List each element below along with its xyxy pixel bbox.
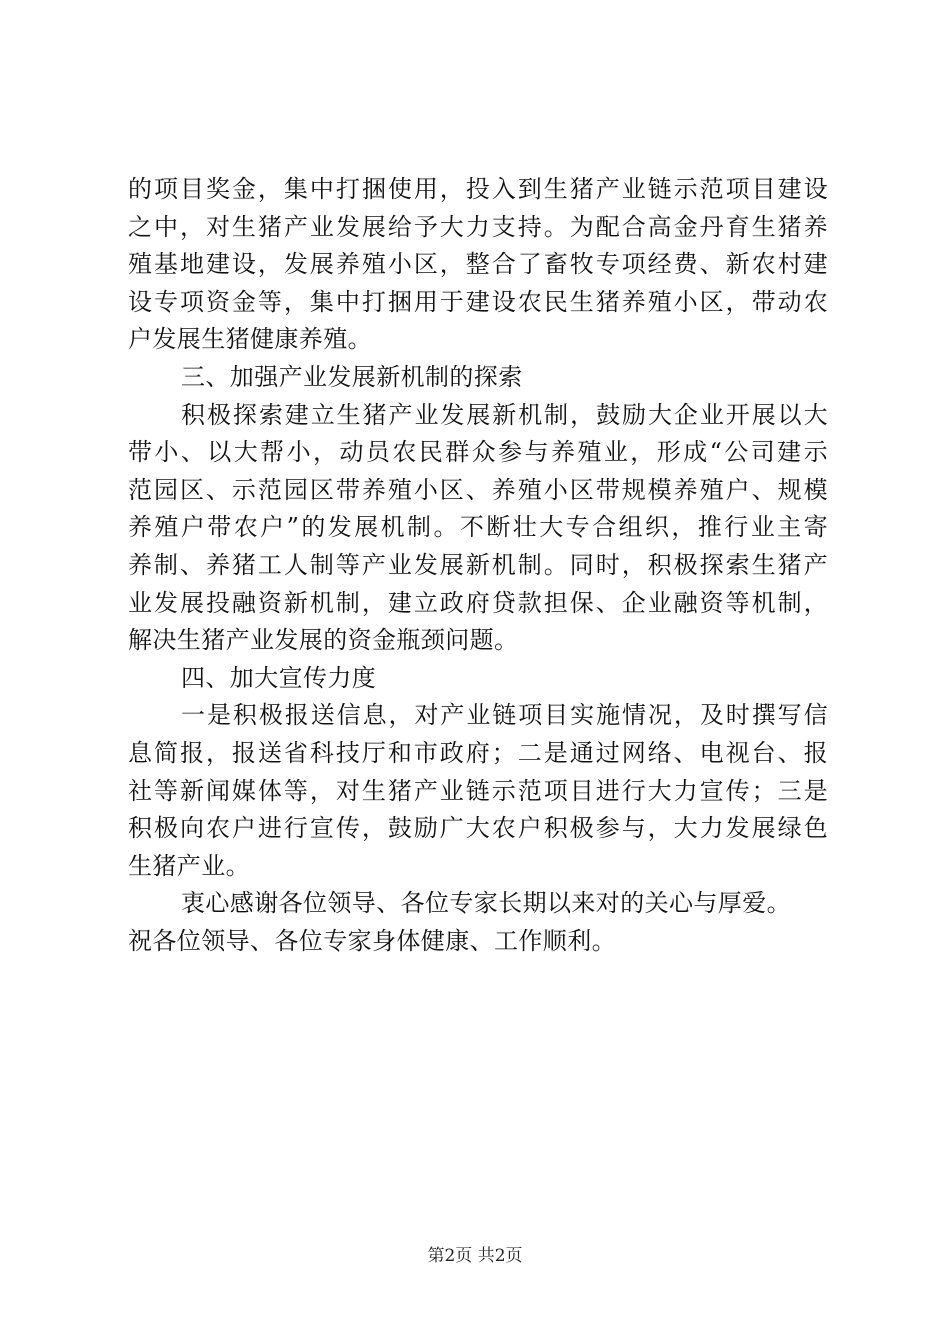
paragraph-line: 一是积极报送信息，对产业链项目实施情况，及时撰写信 xyxy=(181,701,828,730)
paragraph-line: 设专项资金等，集中打捆用于建设农民生猪养殖小区，带动农 xyxy=(128,287,828,316)
paragraph-line: 息简报，报送省科技厅和市政府；二是通过网络、电视台、报 xyxy=(128,738,828,767)
paragraph-line: 之中，对生猪产业发展给予大力支持。为配合高金丹育生猪养 xyxy=(128,212,828,241)
paragraph-line: 积极探索建立生猪产业发展新机制，鼓励大企业开展以大 xyxy=(181,400,828,429)
paragraph-line: 养殖户带农户”的发展机制。不断壮大专合组织，推行业主寄 xyxy=(128,513,828,542)
paragraph-line: 户发展生猪健康养殖。 xyxy=(128,325,372,354)
paragraph-line: 养制、养猪工人制等产业发展新机制。同时，积极探索生猪产 xyxy=(128,550,828,579)
paragraph-line: 殖基地建设，发展养殖小区，整合了畜牧专项经费、新农村建 xyxy=(128,250,828,279)
section-heading: 四、加大宣传力度 xyxy=(181,663,377,692)
paragraph-line: 祝各位领导、各位专家身体健康、工作顺利。 xyxy=(128,926,616,955)
document-body xyxy=(128,171,828,960)
paragraph-line: 解决生猪产业发展的资金瓶颈问题。 xyxy=(128,626,519,655)
paragraph-line: 衷心感谢各位领导、各位专家长期以来对的关心与厚爱。 xyxy=(181,889,791,918)
paragraph-line: 社等新闻媒体等，对生猪产业链示范项目进行大力宣传；三是 xyxy=(128,776,828,805)
page-number-footer: 第2页 共2页 xyxy=(427,1246,523,1266)
section-heading: 三、加强产业发展新机制的探索 xyxy=(181,362,523,391)
paragraph-line: 的项目奖金，集中打捆使用，投入到生猪产业链示范项目建设 xyxy=(128,175,828,203)
paragraph-line: 积极向农户进行宣传，鼓励广大农户积极参与，大力发展绿色 xyxy=(128,814,828,843)
paragraph-line: 业发展投融资新机制，建立政府贷款担保、企业融资等机制， xyxy=(128,588,828,617)
paragraph-line: 范园区、示范园区带养殖小区、养殖小区带规模养殖户、规模 xyxy=(128,475,828,504)
paragraph-line: 带小、以大帮小，动员农民群众参与养殖业，形成“公司建示 xyxy=(128,438,828,467)
paragraph-line: 生猪产业。 xyxy=(128,851,250,880)
